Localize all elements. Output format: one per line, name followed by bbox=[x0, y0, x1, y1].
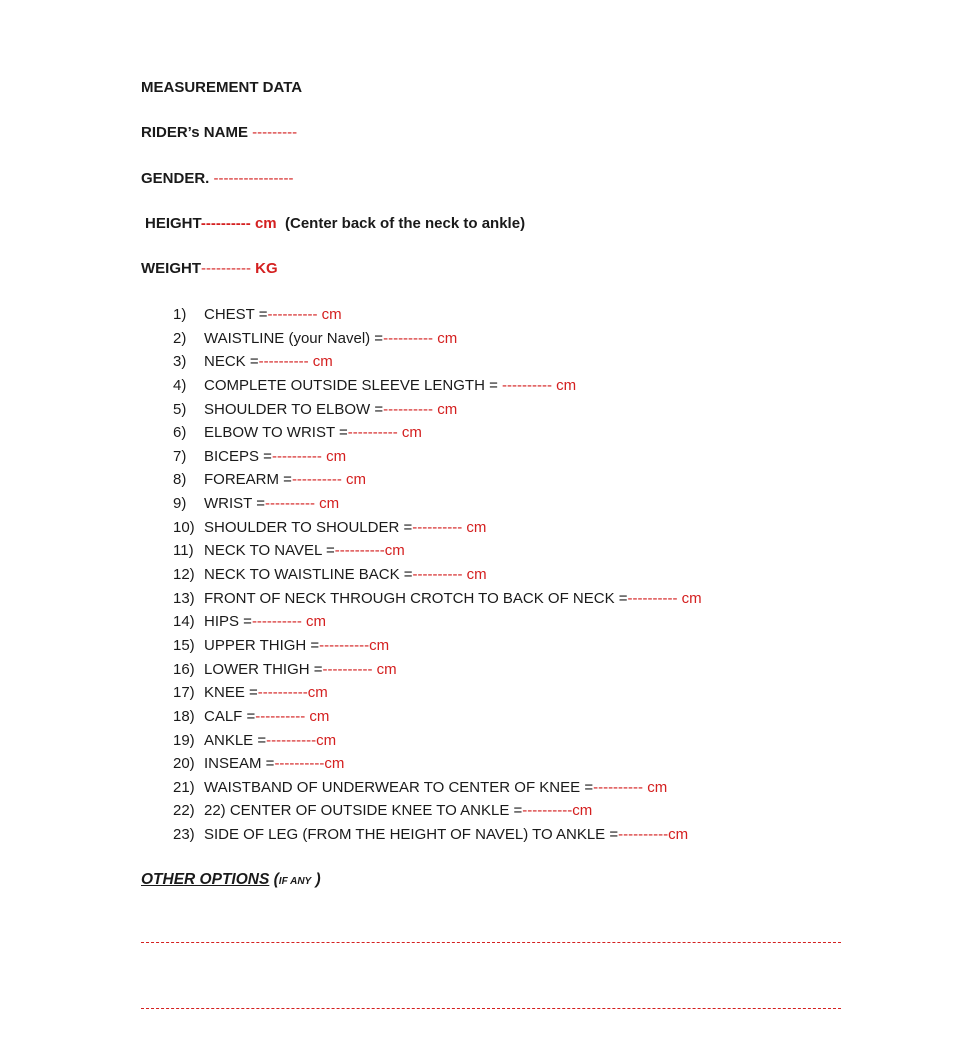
measurement-number: 12) bbox=[173, 566, 195, 584]
measurement-number: 19) bbox=[173, 731, 195, 749]
measurement-item bbox=[173, 468, 702, 492]
weight-label: WEIGHT bbox=[141, 260, 201, 277]
measurement-blank: ----------cm bbox=[334, 542, 405, 560]
measurement-label: HIPS = bbox=[204, 613, 252, 631]
measurement-item bbox=[173, 658, 702, 682]
other-options-note: IF ANY bbox=[278, 876, 312, 887]
weight-blank: ---------- bbox=[201, 260, 251, 277]
measurement-number: 14) bbox=[173, 613, 195, 631]
measurement-number: 23) bbox=[173, 826, 195, 844]
measurement-blank: ---------- cm bbox=[383, 329, 458, 347]
measurement-number: 22) bbox=[173, 802, 195, 820]
measurement-item bbox=[173, 492, 702, 516]
measurement-label: WAISTLINE (your Navel) = bbox=[204, 329, 384, 347]
measurement-item bbox=[173, 729, 702, 753]
other-options-label: OTHER OPTIONS bbox=[141, 871, 270, 888]
measurement-number: 20) bbox=[173, 755, 195, 773]
measurement-blank: ---------- cm bbox=[412, 518, 487, 536]
measurement-label: NECK TO WAISTLINE BACK = bbox=[204, 566, 413, 584]
measurement-blank: ---------- cm bbox=[271, 447, 347, 465]
weight-unit: KG bbox=[255, 260, 278, 277]
measurement-label: CALF = bbox=[204, 707, 256, 725]
measurement-number: 9) bbox=[173, 495, 187, 513]
measurement-label: SIDE OF LEG (FROM THE HEIGHT OF NAVEL) TO ANKLE = bbox=[204, 826, 619, 844]
measurement-item bbox=[173, 516, 702, 540]
measurement-blank: ---------- cm bbox=[264, 495, 340, 513]
measurement-blank: ---------- cm bbox=[502, 376, 577, 394]
measurement-item bbox=[173, 563, 702, 587]
measurement-blank: ----------cm bbox=[257, 684, 328, 702]
measurement-blank: ---------- cm bbox=[322, 660, 397, 678]
measurement-item bbox=[173, 303, 702, 327]
other-options-line-1 bbox=[141, 942, 841, 943]
measurement-item bbox=[173, 705, 702, 729]
weight-field bbox=[141, 260, 278, 277]
measurement-item bbox=[173, 587, 702, 611]
rider-name-label: RIDER’s NAME bbox=[141, 124, 248, 141]
measurement-number: 10) bbox=[173, 518, 195, 536]
measurement-item bbox=[173, 350, 702, 374]
measurement-number: 21) bbox=[173, 778, 195, 796]
rider-name-blank: --------- bbox=[252, 124, 298, 141]
measurement-blank: ---------- cm bbox=[251, 613, 327, 631]
measurement-label: CHEST = bbox=[204, 306, 268, 323]
measurement-blank: ----------cm bbox=[266, 731, 337, 749]
measurement-label: WAISTBAND OF UNDERWEAR TO CENTER OF KNEE = bbox=[204, 778, 594, 796]
measurement-label: KNEE = bbox=[204, 684, 258, 702]
measurement-label: NECK = bbox=[204, 353, 259, 371]
measurement-item bbox=[173, 374, 702, 398]
measurement-number: 6) bbox=[173, 424, 187, 442]
measurement-item bbox=[173, 398, 702, 422]
measurement-label: UPPER THIGH = bbox=[204, 636, 320, 654]
measurement-blank: ---------- cm bbox=[347, 424, 422, 442]
measurement-number: 2) bbox=[173, 329, 187, 347]
measurement-blank: ----------cm bbox=[319, 636, 390, 654]
measurement-blank: ---------- cm bbox=[627, 589, 702, 607]
measurement-number: 17) bbox=[173, 684, 195, 702]
other-options-paren-close: ) bbox=[311, 871, 321, 888]
measurement-item bbox=[173, 799, 702, 823]
measurement-number: 1) bbox=[173, 306, 187, 323]
measurement-blank: ---------- cm bbox=[267, 306, 342, 323]
measurement-number: 8) bbox=[173, 471, 187, 489]
measurement-label: 22) CENTER OF OUTSIDE KNEE TO ANKLE = bbox=[204, 802, 523, 820]
height-field bbox=[145, 215, 525, 232]
height-label: HEIGHT bbox=[145, 215, 201, 232]
other-options-paren-open: ( bbox=[269, 871, 279, 888]
gender-label: GENDER. bbox=[141, 170, 210, 187]
measurement-number: 11) bbox=[173, 542, 194, 560]
gender-blank: ---------------- bbox=[213, 170, 294, 187]
measurement-item bbox=[173, 823, 702, 847]
measurement-item bbox=[173, 752, 702, 776]
measurement-blank: ---------- cm bbox=[255, 707, 330, 725]
measurement-item bbox=[173, 539, 702, 563]
measurement-blank: ----------cm bbox=[618, 826, 689, 844]
height-note: (Center back of the neck to ankle) bbox=[285, 215, 526, 232]
measurement-blank: ----------cm bbox=[274, 755, 345, 773]
measurement-blank: ----------cm bbox=[522, 802, 593, 820]
measurement-blank: ---------- cm bbox=[258, 353, 333, 371]
measurement-list bbox=[173, 303, 702, 847]
measurement-item bbox=[173, 634, 702, 658]
measurement-label: COMPLETE OUTSIDE SLEEVE LENGTH = bbox=[204, 376, 502, 394]
measurement-label: NECK TO NAVEL = bbox=[204, 542, 335, 560]
page-title: MEASUREMENT DATA bbox=[141, 79, 303, 96]
measurement-label: BICEPS = bbox=[204, 447, 272, 465]
measurement-number: 4) bbox=[173, 376, 187, 394]
measurement-label: SHOULDER TO SHOULDER = bbox=[204, 518, 413, 536]
other-options-line-2 bbox=[141, 1008, 841, 1009]
measurement-number: 7) bbox=[173, 447, 187, 465]
gender-field bbox=[141, 170, 293, 187]
measurement-item bbox=[173, 776, 702, 800]
measurement-item bbox=[173, 421, 702, 445]
measurement-label: LOWER THIGH = bbox=[204, 660, 323, 678]
measurement-number: 3) bbox=[173, 353, 187, 371]
measurement-number: 16) bbox=[173, 660, 195, 678]
measurement-blank: ---------- cm bbox=[383, 400, 458, 418]
measurement-label: ANKLE = bbox=[204, 731, 267, 749]
measurement-blank: ---------- cm bbox=[412, 566, 487, 584]
measurement-number: 15) bbox=[173, 636, 195, 654]
measurement-number: 18) bbox=[173, 707, 195, 725]
other-options-heading bbox=[141, 871, 321, 889]
measurement-item bbox=[173, 445, 702, 469]
measurement-blank: ---------- cm bbox=[291, 471, 367, 489]
measurement-item bbox=[173, 681, 702, 705]
measurement-number: 5) bbox=[173, 400, 187, 418]
measurement-label: SHOULDER TO ELBOW = bbox=[204, 400, 384, 418]
measurement-label: INSEAM = bbox=[204, 755, 275, 773]
rider-name-field bbox=[141, 124, 297, 141]
measurement-label: WRIST = bbox=[204, 495, 265, 513]
measurement-item bbox=[173, 327, 702, 351]
measurement-number: 13) bbox=[173, 589, 195, 607]
measurement-label: FRONT OF NECK THROUGH CROTCH TO BACK OF NECK = bbox=[204, 589, 628, 607]
measurement-label: ELBOW TO WRIST = bbox=[204, 424, 348, 442]
measurement-blank: ---------- cm bbox=[593, 778, 668, 796]
height-blank: ---------- cm bbox=[200, 215, 277, 232]
measurement-item bbox=[173, 610, 702, 634]
measurement-label: FOREARM = bbox=[204, 471, 292, 489]
